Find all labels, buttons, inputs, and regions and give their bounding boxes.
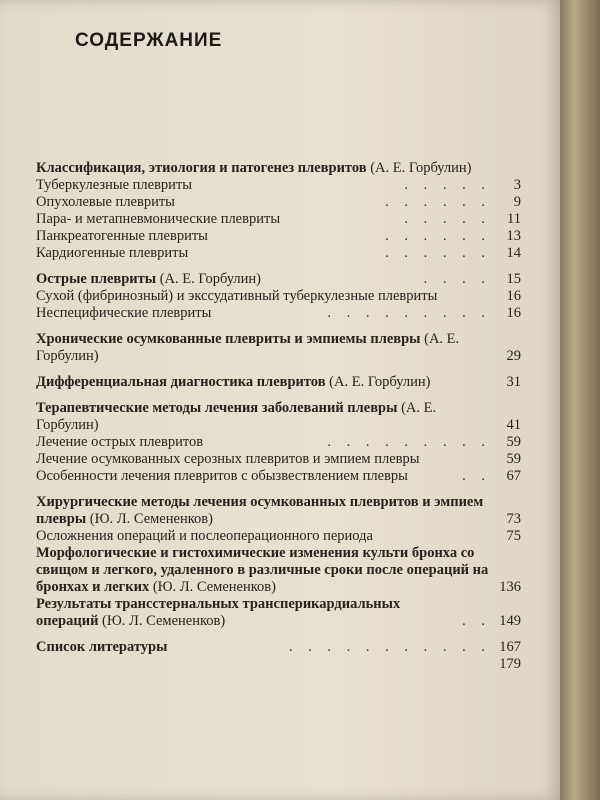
toc-author: (А. Е. Горбулин) — [370, 160, 472, 176]
toc-heading: Терапевтические методы лечения заболеваний плевры — [36, 400, 398, 416]
toc-author: (Ю. Л. Семененков) — [89, 511, 213, 527]
toc-item-label: Сухой (фибринозный) и экссудативный туберкулезные плевриты — [36, 288, 438, 304]
toc-section — [36, 374, 521, 391]
toc-item: Туберкулезные плевриты . . . . . 3 — [36, 177, 521, 193]
toc-item-label: Морфологические и гистохимические изменения культи бронха со свищом и легкого, удаленного в различные сроки после операций на бронхах и легких — [36, 545, 489, 595]
toc-section — [36, 160, 521, 262]
page-title: СОДЕРЖАНИЕ — [75, 30, 223, 51]
toc-item-page: 67 — [506, 468, 521, 484]
toc-heading: Дифференциальная диагностика плевритов — [36, 374, 326, 390]
toc-section — [36, 400, 521, 485]
toc-heading: Классификация, этиология и патогенез плевритов — [36, 160, 367, 176]
toc-section — [36, 639, 521, 673]
toc-heading: Хронические осумкованные плевриты и эмпиемы плевры — [36, 331, 421, 347]
toc-heading-row — [36, 374, 521, 391]
toc-item — [36, 288, 521, 305]
toc-heading: Список литературы — [36, 639, 168, 655]
toc-item-page: 16 — [506, 288, 521, 304]
toc-author: (А. Е. Горбулин) — [36, 400, 437, 433]
toc-item-page: 13 — [506, 228, 521, 244]
toc-author: (А. Е. Горбулин) — [159, 271, 261, 287]
toc-item-label: Опухолевые плевриты — [36, 194, 175, 210]
toc-section — [36, 331, 521, 365]
toc-heading-row — [36, 494, 521, 528]
toc-item — [36, 545, 521, 596]
toc-item: Неспецифические плевриты . . . . . . . . . 16 — [36, 305, 521, 321]
table-of-contents — [36, 160, 521, 682]
toc-page: 15 — [506, 271, 521, 287]
toc-item-page: 9 — [513, 194, 521, 210]
toc-heading: Хирургические методы лечения осумкованных плевритов и эмпием плевры — [36, 494, 484, 527]
toc-heading: Острые плевриты — [36, 271, 157, 287]
toc-item: Опухолевые плевриты . . . . . . 9 — [36, 194, 521, 210]
toc-author: (А. Е. Горбулин) — [329, 374, 431, 390]
toc-page: 31 — [506, 374, 521, 390]
toc-item-page: 59 — [506, 434, 521, 450]
toc-item-page: 3 — [513, 177, 521, 193]
toc-page: 73 — [506, 511, 521, 527]
toc-heading-row: Острые плевриты (А. Е. Горбулин) . . . . 15 — [36, 271, 521, 287]
toc-item-label: Кардиогенные плевриты — [36, 245, 189, 261]
toc-heading-row: Список литературы . . . . . . . . . . . 167 — [36, 639, 521, 655]
toc-item-label: Результаты трансстернальных трансперикардиальных операций — [36, 596, 401, 629]
toc-item-page: 75 — [506, 528, 521, 544]
toc-item: Панкреатогенные плевриты . . . . . . 13 — [36, 228, 521, 244]
toc-section — [36, 271, 521, 322]
toc-item — [36, 528, 521, 545]
page-stack-edge — [560, 0, 600, 800]
toc-trailing-row — [36, 656, 521, 673]
toc-item: Результаты трансстернальных трансперикардиальных операций (Ю. Л. Семененков) . . 149 — [36, 596, 521, 629]
toc-heading-row — [36, 331, 521, 365]
toc-section — [36, 494, 521, 630]
toc-author: (А. Е. Горбулин) — [36, 331, 460, 364]
toc-item-label: Туберкулезные плевриты — [36, 177, 193, 193]
toc-item-label: Неспецифические плевриты — [36, 305, 212, 321]
toc-trailing-page: 179 — [499, 656, 521, 672]
toc-author: (Ю. Л. Семененков) — [152, 579, 276, 595]
toc-page: 41 — [506, 417, 521, 433]
toc-item-label: Пара- и метапневмонические плевриты — [36, 211, 281, 227]
toc-item-label: Лечение острых плевритов — [36, 434, 204, 450]
toc-item-label: Лечение осумкованных серозных плевритов и эмпием плевры — [36, 451, 420, 467]
toc-item: Кардиогенные плевриты . . . . . . 14 — [36, 245, 521, 261]
toc-heading-row — [36, 160, 521, 177]
toc-item-page: 14 — [506, 245, 521, 261]
toc-heading-row — [36, 400, 521, 434]
toc-item-page: 16 — [506, 305, 521, 321]
toc-item: Пара- и метапневмонические плевриты . . . . . 11 — [36, 211, 521, 227]
toc-item-page: 149 — [499, 613, 521, 629]
toc-page: 29 — [506, 348, 521, 364]
toc-item — [36, 451, 521, 468]
toc-item-page: 136 — [499, 579, 521, 595]
toc-item-page: 11 — [507, 211, 521, 227]
toc-item-page: 59 — [506, 451, 521, 467]
toc-author: (Ю. Л. Семененков) — [102, 613, 226, 629]
toc-page: 167 — [499, 639, 521, 655]
toc-item-label: Осложнения операций и послеоперационного периода — [36, 528, 373, 544]
toc-item: Лечение острых плевритов . . . . . . . . . 59 — [36, 434, 521, 450]
toc-item-label: Панкреатогенные плевриты — [36, 228, 208, 244]
toc-item: Особенности лечения плевритов с обызвествлением плевры . . 67 — [36, 468, 521, 484]
toc-item-label: Особенности лечения плевритов с обызвествлением плевры — [36, 468, 408, 484]
